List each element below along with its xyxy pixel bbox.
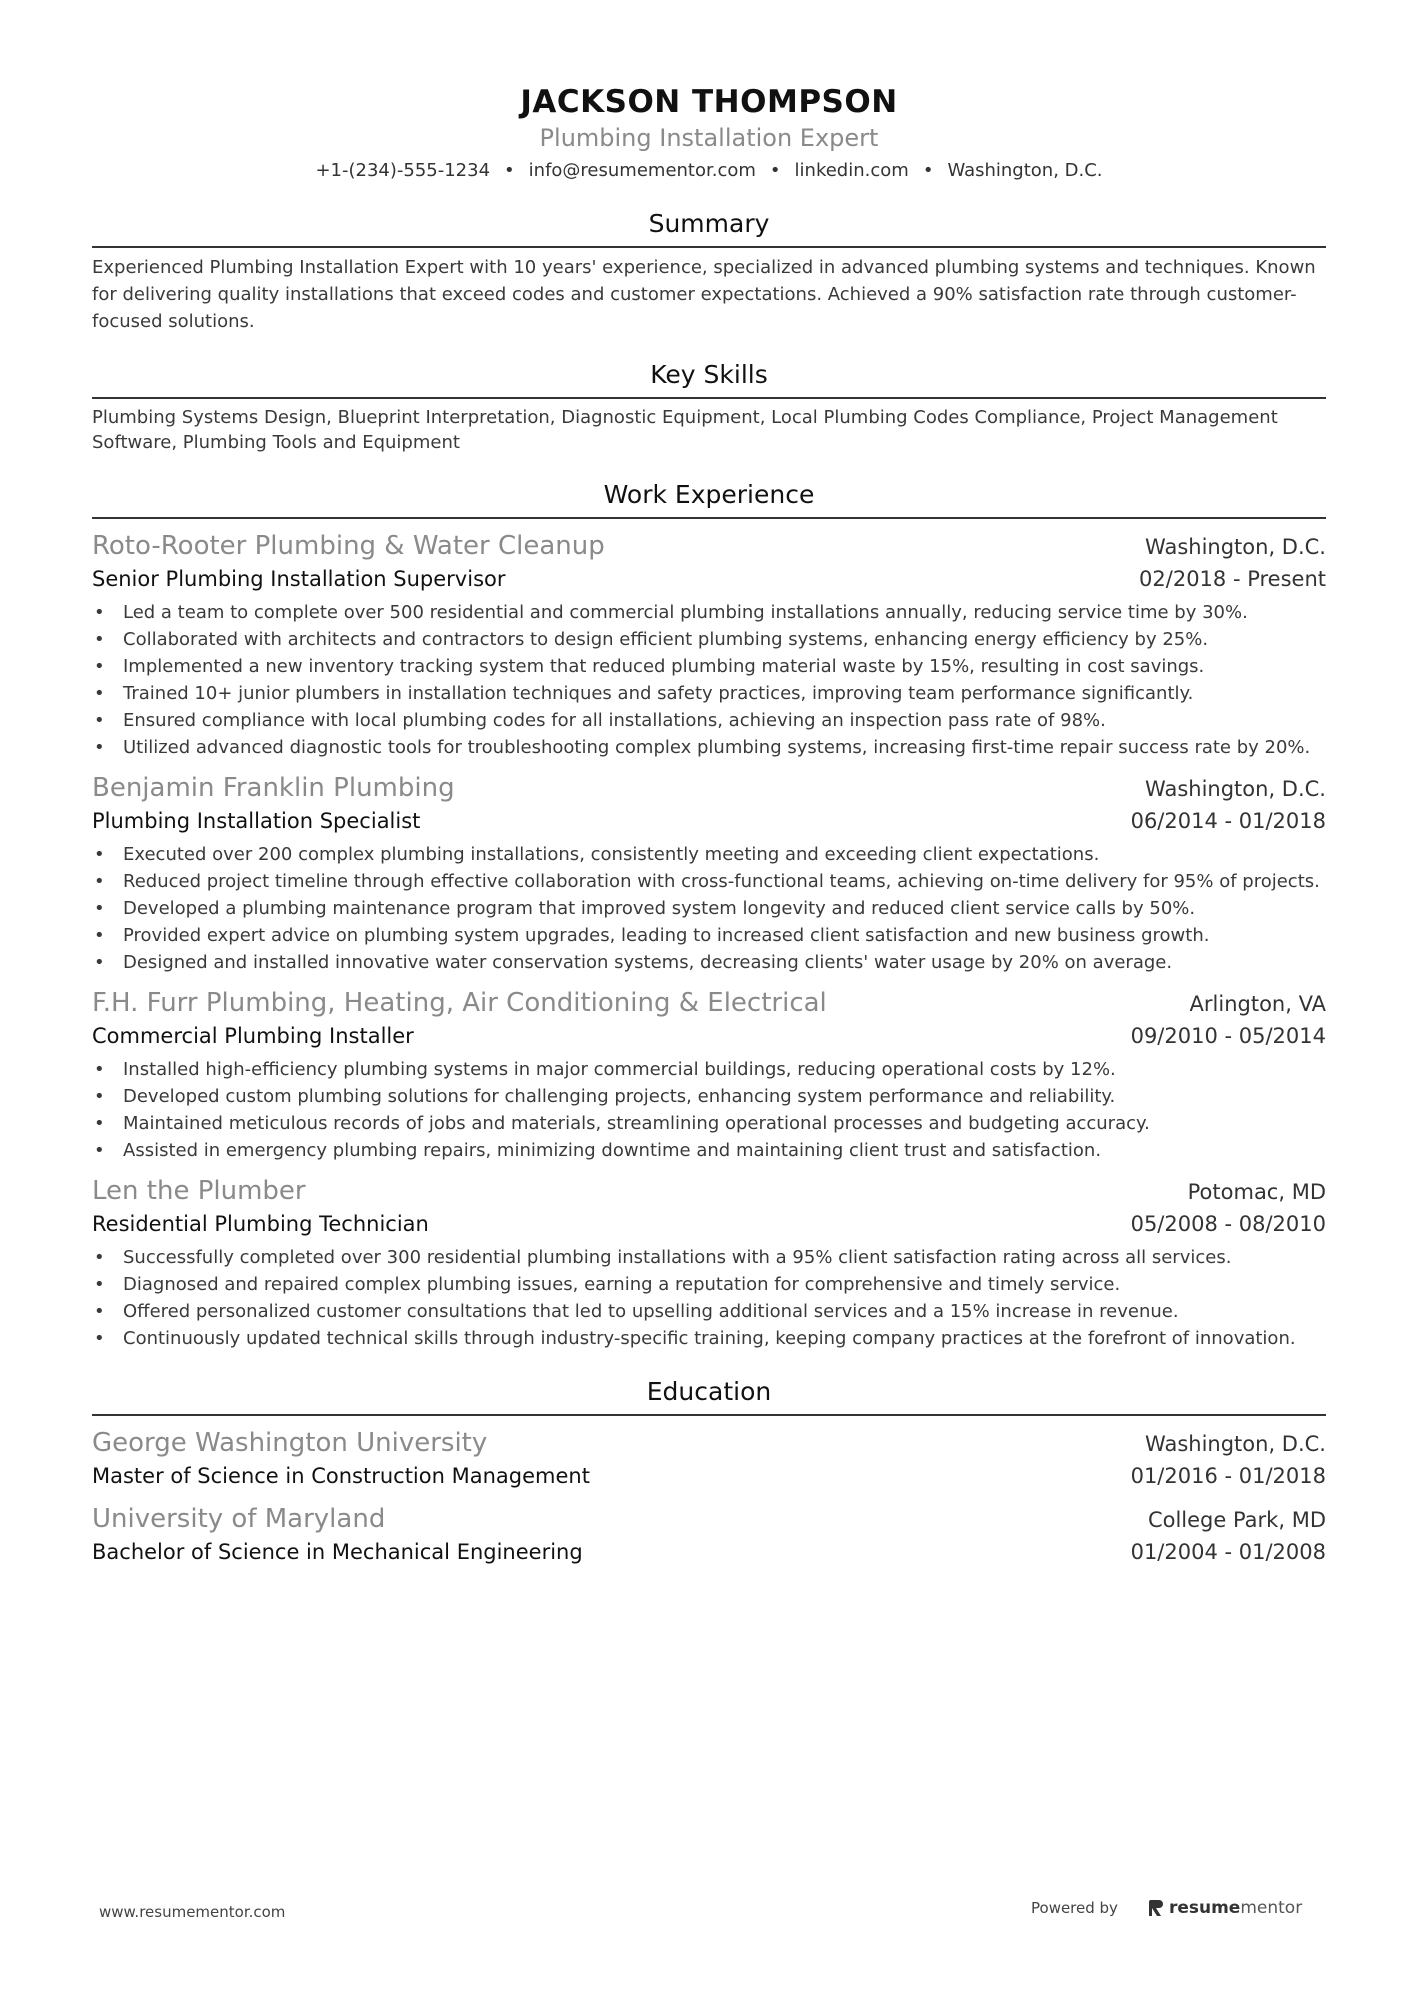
bullet-icon: •: [94, 1140, 105, 1161]
school-location: Washington, D.C.: [1145, 1432, 1326, 1456]
footer-website[interactable]: www.resumementor.com: [99, 1903, 286, 1921]
candidate-role: Plumbing Installation Expert: [539, 124, 879, 152]
degree-title: Bachelor of Science in Mechanical Engineering: [92, 1540, 583, 1564]
bullet-icon: •: [94, 656, 105, 677]
job-company: F.H. Furr Plumbing, Heating, Air Conditioning & Electrical: [92, 988, 827, 1018]
separator-dot-icon: •: [922, 160, 934, 181]
job-bullets: [92, 599, 1326, 761]
resume-header: [92, 84, 1326, 184]
experience-section: [92, 479, 1326, 1352]
list-item: • Ensured compliance with local plumbing codes for all installations, achieving an inspection pass rate of 98%.: [92, 707, 1326, 734]
contact-email[interactable]: info@resumementor.com: [528, 160, 756, 181]
education-entry: [92, 1426, 1326, 1492]
bullet-icon: •: [94, 1247, 105, 1268]
list-item: • Utilized advanced diagnostic tools for troubleshooting complex plumbing systems, increasing first-time repair success rate by 20%.: [92, 734, 1326, 761]
degree-title: Master of Science in Construction Management: [92, 1464, 590, 1488]
list-item: • Collaborated with architects and contractors to design efficient plumbing systems, enhancing energy efficiency by 25%.: [92, 626, 1326, 653]
job-bullets: [92, 1244, 1326, 1352]
list-item: • Executed over 200 complex plumbing installations, consistently meeting and exceeding client expectations.: [92, 841, 1326, 868]
job-title: Plumbing Installation Specialist: [92, 809, 421, 833]
job-dates: 09/2010 - 05/2014: [1130, 1024, 1326, 1048]
bullet-icon: •: [94, 602, 105, 623]
bullet-icon: •: [94, 925, 105, 946]
school-location: College Park, MD: [1147, 1508, 1326, 1532]
contact-line: [92, 158, 1326, 184]
separator-dot-icon: •: [504, 160, 515, 181]
summary-text: Experienced Plumbing Installation Expert with 10 years' experience, specialized in advanced plumbing systems and techniques. Known for delivering quality installations that exceed codes and customer expectations. Achieved a 90% satisfaction rate through customer-focused solutions.: [92, 257, 1316, 332]
bullet-icon: •: [94, 1086, 105, 1107]
separator-dot-icon: •: [769, 160, 781, 181]
skills-section: [92, 359, 1326, 455]
list-item: • Offered personalized customer consultations that led to upselling additional services and a 15% increase in revenue.: [92, 1298, 1326, 1325]
bullet-icon: •: [94, 1328, 105, 1349]
bullet-icon: •: [94, 710, 105, 731]
bullet-icon: •: [94, 952, 105, 973]
school-name: University of Maryland: [92, 1504, 386, 1534]
section-title: Key Skills: [92, 359, 1326, 399]
job-title: Commercial Plumbing Installer: [92, 1024, 414, 1048]
list-item: • Developed custom plumbing solutions for challenging projects, enhancing system performance and reliability.: [92, 1083, 1326, 1110]
list-item: • Provided expert advice on plumbing system upgrades, leading to increased client satisfaction and new business growth.: [92, 922, 1326, 949]
list-item: • Implemented a new inventory tracking system that reduced plumbing material waste by 15%, resulting in cost savings.: [92, 653, 1326, 680]
degree-dates: 01/2016 - 01/2018: [1130, 1464, 1326, 1488]
job-location: Arlington, VA: [1189, 992, 1326, 1016]
degree-dates: 01/2004 - 01/2008: [1130, 1540, 1326, 1564]
list-item: • Developed a plumbing maintenance program that improved system longevity and reduced client service calls by 50%.: [92, 895, 1326, 922]
job-bullets: [92, 841, 1326, 976]
job-location: Potomac, MD: [1187, 1180, 1326, 1204]
job-location: Washington, D.C.: [1145, 777, 1326, 801]
bullet-icon: •: [94, 871, 105, 892]
education-section: [92, 1376, 1326, 1568]
bullet-icon: •: [94, 1059, 105, 1080]
brand-mark-icon: [1148, 1898, 1164, 1918]
job-dates: 05/2008 - 08/2010: [1130, 1212, 1326, 1236]
job-dates: 06/2014 - 01/2018: [1130, 809, 1326, 833]
list-item: • Diagnosed and repaired complex plumbing issues, earning a reputation for comprehensive and timely service.: [92, 1271, 1326, 1298]
job-entry: [92, 771, 1326, 976]
list-item: • Maintained meticulous records of jobs and materials, streamlining operational processes and budgeting accuracy.: [92, 1110, 1326, 1137]
bullet-icon: •: [94, 1301, 105, 1322]
job-dates: 02/2018 - Present: [1139, 567, 1326, 591]
footer-branding: [1031, 1898, 1302, 1918]
bullet-icon: •: [94, 683, 105, 704]
candidate-name: JACKSON THOMPSON: [520, 84, 898, 120]
job-title: Senior Plumbing Installation Supervisor: [92, 567, 506, 591]
job-entry: [92, 986, 1326, 1164]
section-title: Summary: [92, 208, 1326, 248]
job-location: Washington, D.C.: [1145, 535, 1326, 559]
list-item: • Successfully completed over 300 residential plumbing installations with a 95% client satisfaction rating across all services.: [92, 1244, 1326, 1271]
brand-name-light: mentor: [1240, 1898, 1303, 1918]
brand-logo[interactable]: [1148, 1898, 1302, 1918]
job-title: Residential Plumbing Technician: [92, 1212, 429, 1236]
contact-phone: +1-(234)-555-1234: [315, 160, 491, 181]
school-name: George Washington University: [92, 1428, 488, 1458]
list-item: • Designed and installed innovative water conservation systems, decreasing clients' water usage by 20% on average.: [92, 949, 1326, 976]
list-item: • Continuously updated technical skills through industry-specific training, keeping company practices at the forefront of innovation.: [92, 1325, 1326, 1352]
contact-linkedin[interactable]: linkedin.com: [794, 160, 909, 181]
list-item: • Trained 10+ junior plumbers in installation techniques and safety practices, improving team performance significantly.: [92, 680, 1326, 707]
summary-section: [92, 208, 1326, 335]
job-company: Benjamin Franklin Plumbing: [92, 773, 455, 803]
section-title: Education: [92, 1376, 1326, 1416]
education-entry: [92, 1502, 1326, 1568]
job-company: Roto-Rooter Plumbing & Water Cleanup: [92, 531, 605, 561]
bullet-icon: •: [94, 844, 105, 865]
bullet-icon: •: [94, 737, 105, 758]
list-item: • Installed high-efficiency plumbing systems in major commercial buildings, reducing operational costs by 12%.: [92, 1056, 1326, 1083]
resume-page: [92, 84, 1326, 1568]
bullet-icon: •: [94, 629, 105, 650]
section-title: Work Experience: [92, 479, 1326, 519]
job-entry: [92, 1174, 1326, 1352]
bullet-icon: •: [94, 1113, 105, 1134]
bullet-icon: •: [94, 898, 105, 919]
list-item: • Reduced project timeline through effective collaboration with cross-functional teams, achieving on-time delivery for 95% of projects.: [92, 868, 1326, 895]
list-item: • Assisted in emergency plumbing repairs, minimizing downtime and maintaining client trust and satisfaction.: [92, 1137, 1326, 1164]
powered-by-label: Powered by: [1031, 1899, 1118, 1917]
brand-name-bold: resume: [1168, 1898, 1241, 1918]
job-bullets: [92, 1056, 1326, 1164]
bullet-icon: •: [94, 1274, 105, 1295]
job-entry: [92, 529, 1326, 761]
contact-location: Washington, D.C.: [947, 160, 1103, 181]
list-item: • Led a team to complete over 500 residential and commercial plumbing installations annually, reducing service time by 30%.: [92, 599, 1326, 626]
skills-text: Plumbing Systems Design, Blueprint Interpretation, Diagnostic Equipment, Local Plumbing Codes Compliance, Project Management Software, Plumbing Tools and Equipment: [92, 407, 1278, 453]
job-company: Len the Plumber: [92, 1176, 306, 1206]
